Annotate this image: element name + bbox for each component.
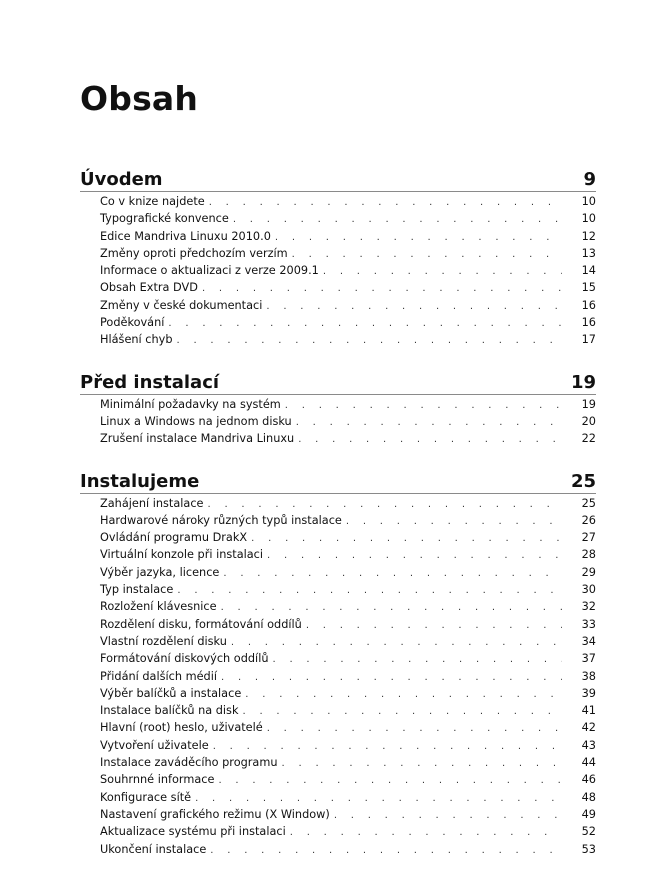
toc-entry[interactable] xyxy=(80,193,596,210)
toc-entry[interactable] xyxy=(80,262,596,279)
chapter-title: Před instalací xyxy=(80,371,220,393)
dot-leader xyxy=(292,246,562,263)
entry-title: Ukončení instalace xyxy=(100,842,207,856)
chapter-page-number: 25 xyxy=(570,470,596,492)
entry-title: Přidání dalších médií xyxy=(100,669,218,683)
entry-page-number: 33 xyxy=(581,617,596,631)
toc-entry[interactable] xyxy=(80,495,596,512)
entry-page-number: 48 xyxy=(581,790,596,804)
entry-title: Typografické konvence xyxy=(100,212,229,226)
toc-entry[interactable] xyxy=(80,668,596,685)
entry-page-number: 44 xyxy=(581,756,596,770)
dot-leader xyxy=(233,211,562,228)
toc-entry[interactable] xyxy=(80,685,596,702)
toc-entry[interactable] xyxy=(80,754,596,771)
toc-entry[interactable] xyxy=(80,430,596,447)
entry-title: Virtuální konzole při instalaci xyxy=(100,548,264,562)
entry-title: Instalace balíčků na disk xyxy=(100,704,239,718)
entry-title: Edice Mandriva Linuxu 2010.0 xyxy=(100,229,271,243)
toc-entry[interactable] xyxy=(80,228,596,245)
dot-leader xyxy=(223,565,562,582)
chapter-heading[interactable] xyxy=(80,371,596,395)
dot-leader xyxy=(221,669,562,686)
entry-title: Typ instalace xyxy=(100,583,174,597)
toc-entry[interactable] xyxy=(80,512,596,529)
entry-title: Hardwarové nároky různých typů instalace xyxy=(100,513,342,527)
dot-leader xyxy=(306,617,562,634)
toc-entry[interactable] xyxy=(80,581,596,598)
entry-page-number: 41 xyxy=(581,704,596,718)
dot-leader xyxy=(298,431,562,448)
toc-entry[interactable] xyxy=(80,702,596,719)
toc-entry[interactable] xyxy=(80,413,596,430)
dot-leader xyxy=(266,298,562,315)
dot-leader xyxy=(218,772,562,789)
entry-page-number: 42 xyxy=(581,721,596,735)
entry-title: Výběr jazyka, licence xyxy=(100,565,220,579)
entry-page-number: 19 xyxy=(581,397,596,411)
entry-page-number: 10 xyxy=(581,195,596,208)
entry-page-number: 53 xyxy=(581,842,596,856)
entry-title: Zrušení instalace Mandriva Linuxu xyxy=(100,432,295,446)
toc-entry[interactable] xyxy=(80,789,596,806)
chapter-heading[interactable] xyxy=(80,168,596,192)
entry-title: Hlavní (root) heslo, uživatelé xyxy=(100,721,263,735)
dot-leader xyxy=(267,547,562,564)
entry-title: Nastavení grafického režimu (X Window) xyxy=(100,807,330,821)
dot-leader xyxy=(177,582,562,599)
toc-entry[interactable] xyxy=(80,650,596,667)
dot-leader xyxy=(210,842,562,859)
dot-leader xyxy=(296,414,562,431)
chapter-title: Instalujeme xyxy=(80,470,200,492)
entry-page-number: 39 xyxy=(581,686,596,700)
dot-leader xyxy=(251,530,562,547)
dot-leader xyxy=(209,194,562,211)
dot-leader xyxy=(207,496,562,513)
entry-page-number: 15 xyxy=(581,281,596,295)
dot-leader xyxy=(177,332,562,349)
toc-entry[interactable] xyxy=(80,806,596,823)
entry-title: Konfigurace sítě xyxy=(100,790,192,804)
entry-title: Hlášení chyb xyxy=(100,333,173,347)
entry-title: Minimální požadavky na systém xyxy=(100,397,281,411)
entry-page-number: 13 xyxy=(581,246,596,260)
entry-page-number: 17 xyxy=(581,333,596,347)
toc-chapter xyxy=(80,470,596,858)
entry-page-number: 27 xyxy=(581,531,596,545)
entry-page-number: 38 xyxy=(581,669,596,683)
entry-title: Souhrnné informace xyxy=(100,773,215,787)
entry-title: Poděkování xyxy=(100,316,165,330)
entry-title: Zahájení instalace xyxy=(100,496,204,510)
entry-title: Co v knize najdete xyxy=(100,195,205,208)
dot-leader xyxy=(323,263,562,280)
entry-title: Ovládání programu DrakX xyxy=(100,531,248,545)
toc-chapter xyxy=(80,168,596,349)
entry-title: Linux a Windows na jednom disku xyxy=(100,414,292,428)
entry-title: Změny v české dokumentaci xyxy=(100,298,263,312)
toc-entry[interactable] xyxy=(80,719,596,736)
toc-entry[interactable] xyxy=(80,771,596,788)
entry-title: Vlastní rozdělení disku xyxy=(100,634,227,648)
toc-entry[interactable] xyxy=(80,331,596,348)
toc-entry[interactable] xyxy=(80,841,596,858)
entry-page-number: 32 xyxy=(581,600,596,614)
entry-page-number: 10 xyxy=(581,212,596,226)
entry-page-number: 14 xyxy=(581,264,596,278)
entry-title: Aktualizace systému při instalaci xyxy=(100,825,286,839)
entry-page-number: 34 xyxy=(581,634,596,648)
entry-page-number: 52 xyxy=(581,825,596,839)
entry-page-number: 16 xyxy=(581,316,596,330)
chapter-heading[interactable] xyxy=(80,470,596,494)
dot-leader xyxy=(267,720,562,737)
dot-leader xyxy=(213,738,562,755)
toc-entry[interactable] xyxy=(80,633,596,650)
toc-entry[interactable] xyxy=(80,297,596,314)
dot-leader xyxy=(231,634,562,651)
dot-leader xyxy=(285,397,562,414)
page-title: Obsah xyxy=(80,79,199,118)
entry-page-number: 25 xyxy=(581,496,596,510)
dot-leader xyxy=(346,513,562,530)
entry-title: Rozložení klávesnice xyxy=(100,600,217,614)
dot-leader xyxy=(245,686,562,703)
dot-leader xyxy=(290,824,562,841)
entry-title: Formátování diskových oddílů xyxy=(100,652,269,666)
entry-title: Vytvoření uživatele xyxy=(100,738,209,752)
toc-entry[interactable] xyxy=(80,564,596,581)
dot-leader xyxy=(202,280,562,297)
dot-leader xyxy=(275,229,562,246)
dot-leader xyxy=(273,651,563,668)
entry-page-number: 12 xyxy=(581,229,596,243)
entry-page-number: 28 xyxy=(581,548,596,562)
entry-title: Instalace zaváděcího programu xyxy=(100,756,278,770)
entry-title: Výběr balíčků a instalace xyxy=(100,686,242,700)
toc-chapter xyxy=(80,371,596,448)
chapter-page-number: 19 xyxy=(570,371,596,393)
dot-leader xyxy=(334,807,562,824)
toc-entry[interactable] xyxy=(80,210,596,227)
entry-page-number: 22 xyxy=(581,432,596,446)
toc-entry[interactable] xyxy=(80,314,596,331)
entry-page-number: 43 xyxy=(581,738,596,752)
chapter-entries xyxy=(80,396,596,448)
entry-page-number: 20 xyxy=(581,414,596,428)
toc-entry[interactable] xyxy=(80,737,596,754)
toc-entry[interactable] xyxy=(80,546,596,563)
toc-entry[interactable] xyxy=(80,598,596,615)
entry-page-number: 30 xyxy=(581,583,596,597)
toc-entry[interactable] xyxy=(80,245,596,262)
entry-title: Obsah Extra DVD xyxy=(100,281,198,295)
dot-leader xyxy=(195,790,562,807)
dot-leader xyxy=(242,703,562,720)
toc-entry[interactable] xyxy=(80,823,596,840)
toc-entry[interactable] xyxy=(80,616,596,633)
toc-entry[interactable] xyxy=(80,279,596,296)
toc-entry[interactable] xyxy=(80,529,596,546)
entry-page-number: 26 xyxy=(581,513,596,527)
chapter-entries xyxy=(80,495,596,858)
entry-title: Informace o aktualizaci z verze 2009.1 xyxy=(100,264,319,278)
chapter-entries xyxy=(80,193,596,349)
chapter-title: Úvodem xyxy=(80,169,163,190)
entry-page-number: 49 xyxy=(581,807,596,821)
toc-entry[interactable] xyxy=(80,396,596,413)
dot-leader xyxy=(282,755,562,772)
entry-page-number: 16 xyxy=(581,298,596,312)
chapter-page-number: 9 xyxy=(583,169,596,190)
entry-title: Rozdělení disku, formátování oddílů xyxy=(100,617,302,631)
entry-title: Změny oproti předchozím verzím xyxy=(100,246,288,260)
entry-page-number: 46 xyxy=(581,773,596,787)
dot-leader xyxy=(168,315,562,332)
entry-page-number: 37 xyxy=(581,652,596,666)
table-of-contents xyxy=(80,168,596,880)
entry-page-number: 29 xyxy=(581,565,596,579)
dot-leader xyxy=(221,599,562,616)
